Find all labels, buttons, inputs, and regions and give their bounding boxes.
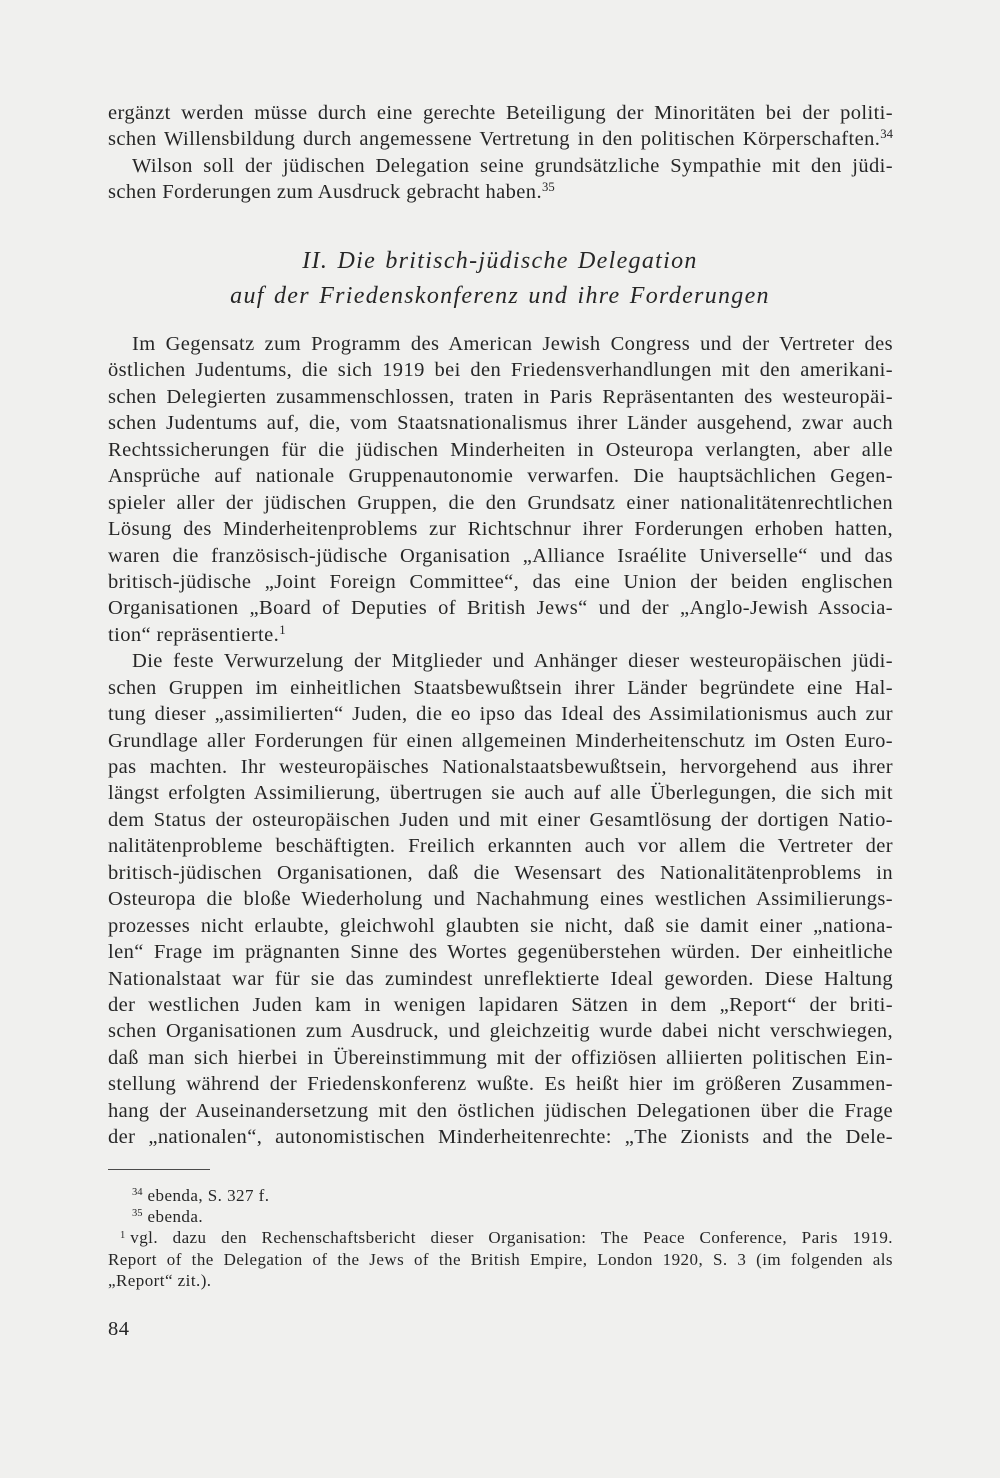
text-line: Lösung des Minderheitenproblems zur Richtschnur ihrer Forderungen erhoben hatten, bbox=[108, 518, 893, 541]
text-line: waren die französisch-jüdische Organisation „Alliance Israélite Universelle“ und das bbox=[108, 544, 893, 567]
text-line: Osteuropa die bloße Wiederholung und Nachahmung eines westlichen Assimilierungs- bbox=[108, 888, 893, 911]
text-line: dem Status der osteuropäischen Juden und mit einer Gesamtlösung der dortigen Natio- bbox=[108, 808, 893, 831]
text-line: Wilson soll der jüdischen Delegation seine grundsätzliche Sympathie mit den jüdi- bbox=[132, 154, 893, 177]
text-line: der westlichen Juden kam in wenigen lapidaren Sätzen in dem „Report“ der briti- bbox=[108, 993, 893, 1016]
text-line: Grundlage aller Forderungen für einen allgemeinen Minderheitenschutz im Osten Euro- bbox=[108, 729, 893, 752]
text-line: Ansprüche auf nationale Gruppenautonomie verwarfen. Die hauptsächlichen Gegen- bbox=[108, 465, 893, 488]
footnote-line: Report of the Delegation of the Jews of the British Empire, London 1920, S. 3 (im folgenden als bbox=[108, 1249, 893, 1269]
text-line: daß man sich hierbei in Übereinstimmung mit der offiziösen alliierten politischen Ein- bbox=[108, 1046, 893, 1069]
text-line: hang der Auseinandersetzung mit den östlichen jüdischen Delegationen über die Frage bbox=[108, 1099, 893, 1122]
footnote-divider bbox=[108, 1169, 210, 1170]
line-text: schen Forderungen zum Ausdruck gebracht haben. bbox=[108, 181, 542, 204]
section-heading-line: auf der Friedenskonferenz und ihre Forderungen bbox=[230, 283, 770, 309]
section-body bbox=[108, 331, 893, 1151]
text-line: schen Organisationen zum Ausdruck, und gleichzeitig wurde dabei nicht verschwiegen, bbox=[108, 1020, 893, 1043]
continued-text bbox=[108, 100, 893, 206]
text-line: schen Gruppen im einheitlichen Staatsbewußtsein ihrer Länder begründete eine Hal- bbox=[108, 676, 893, 699]
text-line: tung dieser „assimilierten“ Juden, die eo ipso das Ideal des Assimilationismus auch zur bbox=[108, 703, 893, 726]
section-heading bbox=[0, 244, 1000, 314]
footnote-ref: 34 bbox=[880, 127, 893, 142]
text-line: schen Judentums auf, die, vom Staatsnationalismus ihrer Länder ausgehend, zwar auch bbox=[108, 412, 893, 435]
text-line: nalitätenprobleme beschäftigten. Freilich erkannten auch vor allem die Vertreter der bbox=[108, 835, 893, 858]
page-number: 84 bbox=[108, 1318, 130, 1340]
text-line: Rechtssicherungen für die jüdischen Minderheiten in Osteuropa verlangten, aber alle bbox=[108, 438, 893, 461]
text-line bbox=[108, 179, 893, 205]
footnote-text: vgl. dazu den Rechenschaftsbericht dieser Organisation: The Peace Conference, Paris 1919. bbox=[130, 1228, 893, 1248]
line-text: schen Willensbildung durch angemessene Vertretung in den politischen Körperschaften. bbox=[108, 128, 881, 151]
text-line: schen Delegierten zusammenschlossen, traten in Paris Repräsentanten des westeuropäi- bbox=[108, 385, 893, 408]
text-line: ergänzt werden müsse durch eine gerechte Beteiligung der Minoritäten bei der politi- bbox=[108, 102, 893, 124]
footnote-line bbox=[108, 1227, 893, 1248]
footnote-marker: 35 bbox=[132, 1208, 143, 1220]
text-line bbox=[108, 126, 893, 152]
text-line: Nationalstaat war für sie das zumindest unreflektierte Ideal geworden. Diese Haltung bbox=[108, 967, 893, 990]
footnote-ref: 35 bbox=[541, 180, 555, 195]
footnote-line bbox=[108, 1185, 893, 1206]
footnote-text: ebenda, S. 327 f. bbox=[147, 1186, 270, 1205]
footnote-ref: 1 bbox=[279, 622, 286, 637]
footnote bbox=[108, 1227, 893, 1291]
text-line: längst erfolgten Assimilierung, übertrugen sie auch auf alle Überlegungen, die sich mit bbox=[108, 782, 893, 805]
text-line: spieler aller der jüdischen Gruppen, die den Grundsatz einer nationalitätenrechtlichen bbox=[108, 491, 893, 514]
paragraph bbox=[108, 331, 893, 648]
text-line bbox=[108, 622, 893, 648]
footnote-text: ebenda. bbox=[147, 1207, 204, 1227]
text-line: len“ Frage im prägnanten Sinne des Wortes gegenüberstehen würden. Der einheitliche bbox=[108, 941, 893, 964]
line-text: tion“ repräsentierte. bbox=[108, 623, 280, 646]
text-line: britisch-jüdische „Joint Foreign Committee“, das eine Union der beiden englischen bbox=[108, 570, 893, 593]
text-line: britisch-jüdischen Organisationen, daß die Wesensart des Nationalitätenproblems in bbox=[108, 861, 893, 884]
text-line: pas machten. Ihr westeuropäisches Nationalstaatsbewußtsein, hervorgehend aus ihrer bbox=[108, 756, 893, 778]
text-line: östlichen Judentums, die sich 1919 bei den Friedensverhandlungen mit den amerikani- bbox=[108, 359, 893, 382]
footnote-line bbox=[108, 1206, 893, 1227]
text-line: Im Gegensatz zum Programm des American Jewish Congress und der Vertreter des bbox=[132, 333, 893, 355]
paragraph bbox=[108, 648, 893, 1150]
footnote-marker: 1 bbox=[120, 1229, 126, 1241]
footnote-marker: 34 bbox=[132, 1187, 143, 1199]
text-line: der „nationalen“, autonomistischen Minderheitenrechte: „The Zionists and the Dele- bbox=[108, 1126, 893, 1149]
footnotes bbox=[108, 1185, 893, 1291]
text-line: Die feste Verwurzelung der Mitglieder und Anhänger dieser westeuropäischen jüdi- bbox=[132, 650, 893, 673]
footnote-line: „Report“ zit.). bbox=[108, 1270, 212, 1290]
footnote bbox=[108, 1185, 893, 1206]
text-line: prozesses nicht erlaubte, gleichwohl glaubten sie nicht, daß sie damit einer „nationa- bbox=[108, 914, 893, 937]
text-line: Organisationen „Board of Deputies of British Jews“ und der „Anglo-Jewish Associa- bbox=[108, 597, 893, 620]
footnote bbox=[108, 1206, 893, 1227]
text-line: stellung während der Friedenskonferenz wußte. Es heißt hier im größeren Zusammen- bbox=[108, 1073, 893, 1096]
section-heading-line: II. Die britisch-jüdische Delegation bbox=[302, 248, 698, 274]
